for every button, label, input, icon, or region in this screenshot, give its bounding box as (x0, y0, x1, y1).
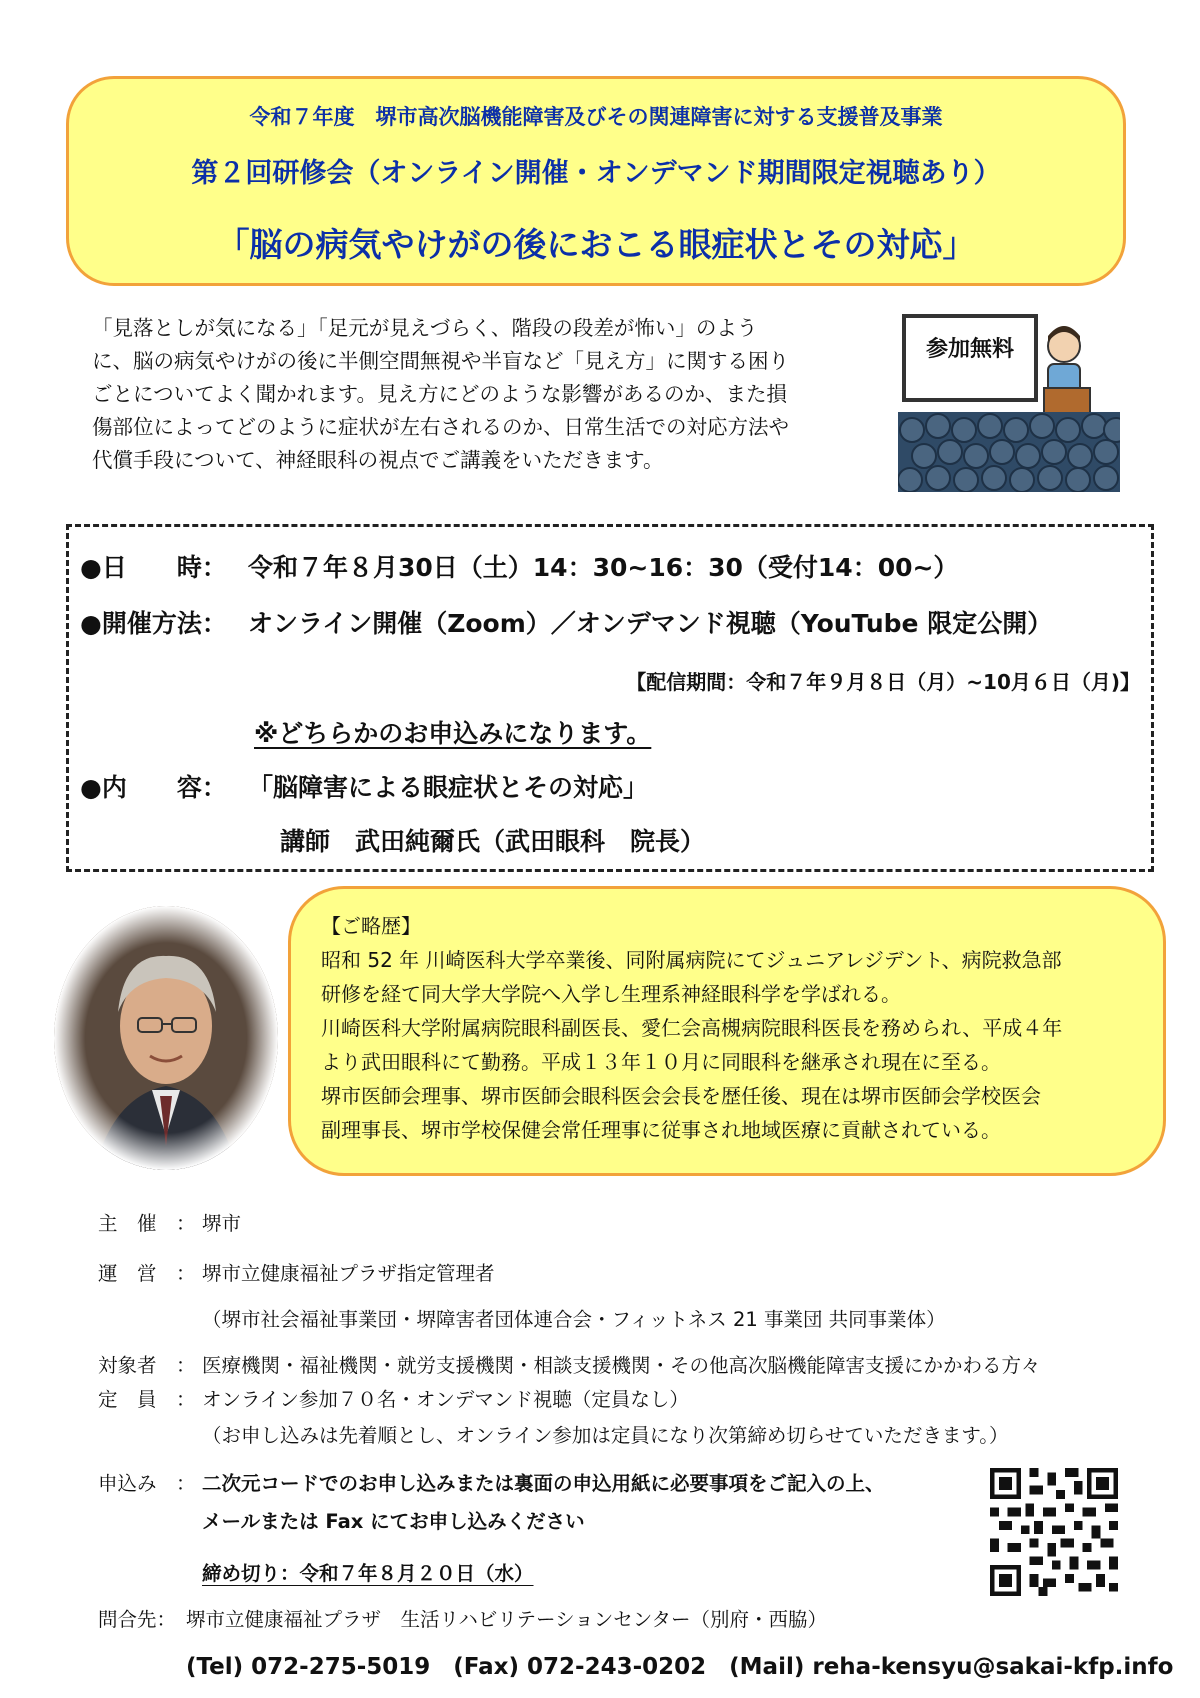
method-row (80, 604, 1052, 640)
apply-instructions: 二次元コードでのお申し込みまたは裏面の申込用紙に必要事項をご記入の上、 (202, 1472, 885, 1495)
intro-line: 傷部位によってどのように症状が左右されるのか、日常生活での対応方法や (92, 415, 789, 439)
intro-line: 「見落としが気になる」「足元が見えづらく、階段の段差が怖い」のよう (92, 316, 758, 340)
free-admission-badge: 参加無料 (925, 337, 1015, 362)
capacity-note: （お申し込みは先着順とし、オンライン参加は定員になり次第締め切らせていただきます。） (202, 1424, 1009, 1447)
lecturer-bio (288, 886, 1166, 1176)
content-label: ●内 容： (80, 773, 227, 802)
date-row (80, 548, 958, 584)
operator-row (98, 1258, 1098, 1288)
bio-line: 昭和 52 年 川崎医科大学卒業後、同附属病院にてジュニアレジデント、病院救急部 (321, 948, 1062, 972)
content-row (80, 768, 648, 804)
delivery-period: 【配信期間：令和７年９月８日（月）~10月６日（月)】 (626, 670, 1140, 694)
intro-line: 代償手段について、神経眼科の視点でご講義をいただきます。 (92, 448, 664, 472)
host-label: 主 催 ： (98, 1212, 196, 1235)
capacity-label: 定 員 ： (98, 1388, 196, 1411)
lecturer-name: 講師 武田純爾氏（武田眼科 院長） (280, 827, 706, 856)
lecture-title: 「脳の病気やけがの後におこる眼症状とその対応」 (216, 225, 976, 264)
method-value: オンライン開催（Zoom）／オンデマンド視聴（YouTube 限定公開） (248, 609, 1053, 638)
lecturer-photo (54, 906, 278, 1170)
target-value: 医療機関・福祉機関・就労支援機関・相談支援機関・その他高次脳機能障害支援にかかわる方々 (202, 1354, 1041, 1377)
deadline: 締め切り：令和７年８月２０日（水） (202, 1562, 534, 1585)
bio-line: 川崎医科大学附属病院眼科副医長、愛仁会高槻病院眼科医長を務められ、平成４年 (321, 1016, 1063, 1040)
apply-method: メールまたは Fax にてお申し込みください (202, 1510, 585, 1533)
target-label: 対象者 ： (98, 1354, 196, 1377)
bio-line: 研修を経て同大学大学院へ入学し生理系神経眼科学を学ばれる。 (321, 982, 901, 1006)
capacity-row (98, 1384, 1098, 1414)
content-value: 「脳障害による眼症状とその対応」 (248, 773, 649, 802)
bio-line: 副理事長、堺市学校保健会常任理事に従事され地域医療に貢献されている。 (321, 1118, 1001, 1142)
operator-label: 運 営 ： (98, 1262, 196, 1285)
method-label: ●開催方法： (80, 609, 227, 638)
date-value: 令和７年８月30日（土）14：30~16：30（受付14：00~） (248, 553, 959, 582)
apply-label: 申込み ： (98, 1472, 196, 1495)
target-row (98, 1350, 1158, 1380)
bio-line: 堺市医師会理事、堺市医師会眼科医会会長を歴任後、現在は堺市医師会学校医会 (321, 1084, 1041, 1108)
application-note: ※どちらかのお申込みになります。 (254, 719, 652, 748)
contact-label: 問合先： (98, 1608, 177, 1631)
intro-line: ごとについてよく聞かれます。見え方にどのような影響があるのか、また損 (92, 382, 787, 406)
session-title: 第２回研修会（オンライン開催・オンデマンド期間限定視聴あり） (191, 158, 1001, 189)
bio-heading: 【ご略歴】 (321, 914, 421, 938)
lecture-illustration (898, 312, 1120, 492)
bio-line: より武田眼科にて勤務。平成１３年１０月に同眼科を継承され現在に至る。 (321, 1050, 1001, 1074)
contact-organization: 堺市立健康福祉プラザ 生活リハビリテーションセンター（別府・西脇） (186, 1608, 827, 1631)
capacity-value: オンライン参加７０名・オンデマンド視聴（定員なし） (202, 1388, 689, 1411)
contact-row (98, 1604, 998, 1634)
host-row (98, 1208, 1098, 1238)
intro-line: に、脳の病気やけがの後に半側空間無視や半盲など「見え方」に関する困り (92, 349, 789, 373)
host-value: 堺市 (202, 1212, 242, 1235)
qr-code[interactable] (990, 1468, 1118, 1596)
date-label: ●日 時： (80, 553, 227, 582)
intro-paragraph (92, 312, 892, 477)
apply-row (98, 1468, 978, 1498)
operator-value: 堺市立健康福祉プラザ指定管理者 (202, 1262, 495, 1285)
operator-members: （堺市社会福祉事業団・堺障害者団体連合会・フィットネス 21 事業団 共同事業体） (202, 1308, 946, 1331)
title-banner (66, 76, 1126, 286)
program-title: 令和７年度 堺市高次脳機能障害及びその関連障害に対する支援普及事業 (249, 105, 943, 129)
contact-details: (Tel) 072-275-5019 (Fax) 072-243-0202 (Mail) reha-kensyu@sakai-kfp.info (186, 1654, 1174, 1680)
lecturer-portrait (54, 906, 278, 1170)
